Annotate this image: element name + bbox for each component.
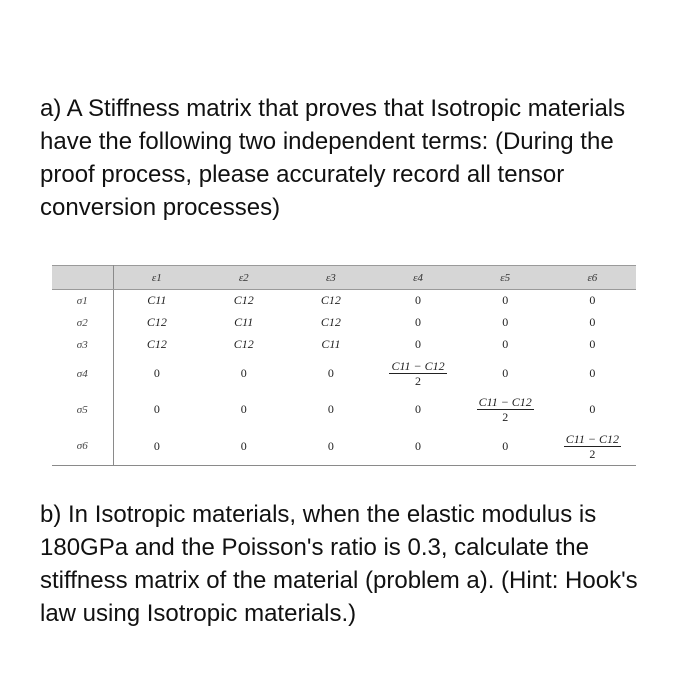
fraction-denominator: 2: [415, 374, 422, 388]
question-a-text: a) A Stiffness matrix that proves that Isotropic materials have the following two independent terms: (During the proof process, please accurately record all tensor conversion processes): [40, 95, 626, 221]
matrix-cell: 0: [589, 337, 596, 351]
matrix-cell: [374, 356, 461, 392]
matrix-cell: 0: [415, 337, 422, 351]
strain-column-header: ε6: [549, 266, 636, 290]
matrix-cell: C11: [321, 337, 341, 351]
matrix-cell: 0: [415, 293, 422, 308]
question-b-text: b) In Isotropic materials, when the elastic modulus is 180GPa and the Poisson's ratio is 0.3, calculate the stiffness matrix of the material (problem a). (Hint: Hook's law using Isotropic materials.): [40, 501, 638, 627]
matrix-cell: 0: [502, 315, 509, 329]
strain-column-header: ε5: [462, 266, 549, 290]
strain-column-header: ε2: [200, 266, 287, 290]
matrix-cell: 0: [153, 366, 160, 380]
matrix-cell: [549, 428, 636, 466]
matrix-cell: 0: [589, 293, 596, 308]
matrix-cell: C12: [146, 337, 167, 351]
stress-row-label: σ5: [52, 392, 113, 428]
matrix-cell: 0: [589, 366, 596, 380]
matrix-row: [52, 428, 636, 466]
matrix-cell: C11: [234, 315, 254, 329]
stress-row-label: σ3: [52, 334, 113, 356]
matrix-cell: 0: [240, 402, 247, 416]
fraction-denominator: 2: [502, 410, 509, 424]
matrix-cell: C12: [233, 337, 254, 351]
matrix-cell: 0: [327, 402, 334, 416]
fraction: [564, 432, 621, 461]
fraction-denominator: 2: [589, 446, 596, 461]
fraction-numerator: C11 − C12: [478, 395, 532, 409]
matrix-cell: 0: [502, 366, 509, 380]
matrix-cell: C11: [147, 293, 167, 308]
matrix-cell: 0: [462, 428, 549, 466]
fraction-numerator: C11 − C12: [391, 359, 445, 373]
matrix-cell: 0: [502, 293, 509, 308]
matrix-cell: 0: [153, 402, 160, 416]
matrix-cell: [462, 392, 549, 428]
matrix-cell: 0: [415, 315, 422, 329]
matrix-cell: 0: [589, 315, 596, 329]
strain-column-header: ε4: [374, 266, 461, 290]
matrix-cell: 0: [287, 428, 374, 466]
matrix-row: [52, 312, 636, 334]
matrix-cell: 0: [415, 402, 422, 416]
matrix-corner-cell: [52, 266, 113, 290]
strain-column-header: ε3: [287, 266, 374, 290]
matrix-row: [52, 334, 636, 356]
matrix-cell: C12: [233, 293, 254, 308]
fraction-numerator: C11 − C12: [565, 431, 619, 446]
stiffness-matrix-table: [52, 265, 636, 466]
matrix-cell: 0: [502, 337, 509, 351]
matrix-row: [52, 392, 636, 428]
matrix-cell: 0: [374, 428, 461, 466]
matrix-cell: C12: [320, 315, 341, 329]
fraction: [477, 395, 534, 424]
matrix-cell: 0: [200, 428, 287, 466]
matrix-row: [52, 356, 636, 392]
matrix-cell: C12: [320, 293, 341, 308]
matrix-cell: 0: [113, 428, 200, 466]
stress-row-label: σ2: [52, 312, 113, 334]
strain-column-header: ε1: [113, 266, 200, 290]
stiffness-matrix: [52, 265, 636, 466]
fraction: [389, 359, 446, 388]
stress-row-label: σ1: [52, 290, 113, 312]
matrix-cell: 0: [589, 402, 596, 416]
matrix-cell: 0: [327, 366, 334, 380]
matrix-cell: 0: [240, 366, 247, 380]
matrix-cell: C12: [146, 315, 167, 329]
stress-row-label: σ6: [52, 428, 113, 466]
stress-row-label: σ4: [52, 356, 113, 392]
matrix-header-row: [52, 266, 636, 290]
matrix-row: [52, 290, 636, 312]
